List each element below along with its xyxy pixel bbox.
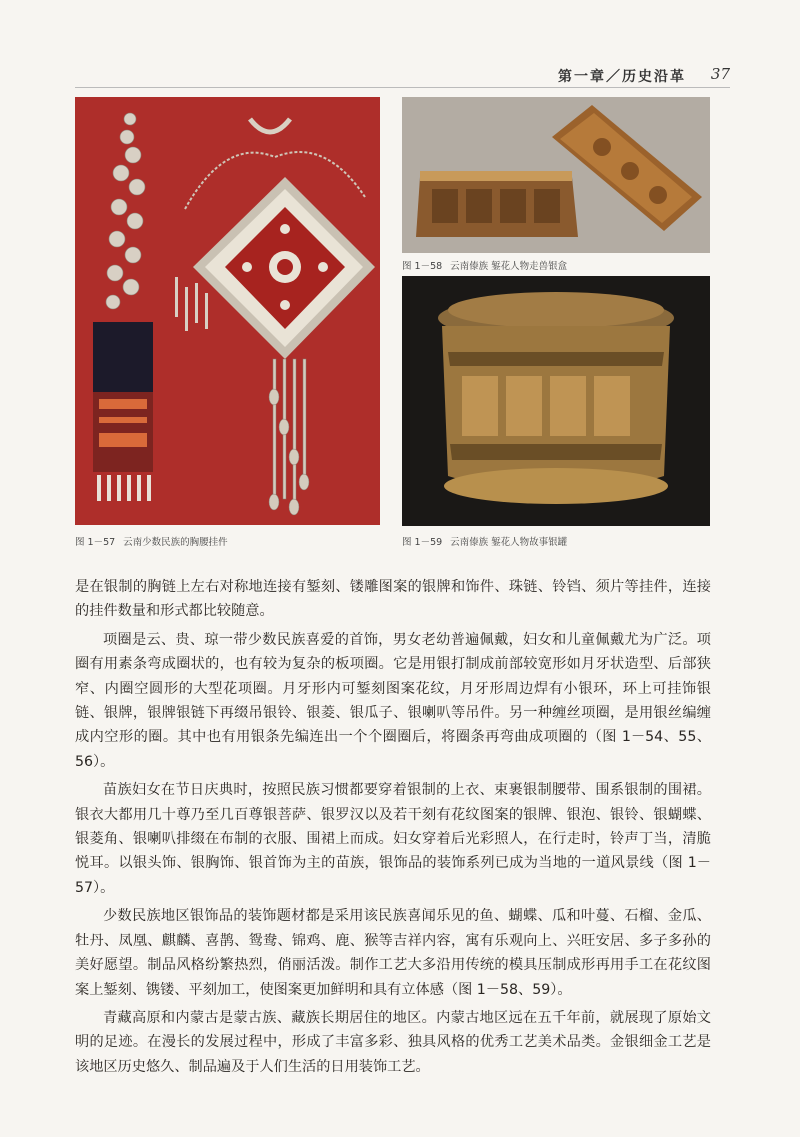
paragraph: 是在银制的胸链上左右对称地连接有錾刻、镂雕图案的银牌和饰件、珠链、铃铛、须片等挂件，连接的挂件数量和形式都比较随意。	[75, 579, 711, 620]
running-header	[75, 62, 730, 88]
figure-1-57-caption	[75, 534, 228, 548]
page-number: 37	[710, 65, 730, 83]
figure-1-58-caption	[402, 258, 567, 272]
figure-number: 图 1－57	[75, 537, 116, 548]
figure-caption-text: 云南傣族 錾花人物走兽银盒	[450, 261, 568, 272]
figure-1-59-caption	[402, 534, 567, 548]
silver-box-image	[402, 97, 710, 253]
figure-1-57-photo	[75, 97, 380, 525]
figure-caption-text: 云南傣族 錾花人物故事银罐	[450, 537, 568, 548]
paragraph: 苗族妇女在节日庆典时，按照民族习惯都要穿着银制的上衣、束裹银制腰带、围系银制的围裙。银衣大都用几十尊乃至几百尊银菩萨、银罗汉以及若干刻有花纹图案的银牌、银泡、银铃、银蝴蝶、银菱角、银喇叭排缀在布制的衣服、围裙上而成。妇女穿着后光彩照人，在行走时，铃声丁当，清脆悦耳。以银头饰、银胸饰、银首饰为主的苗族，银饰品的装饰系列已成为当地的一道风景线（图 1－57）。	[75, 782, 711, 896]
header-rule	[75, 87, 730, 88]
silver-jar-image	[402, 276, 710, 526]
figure-1-58-photo	[402, 97, 710, 253]
figure-number: 图 1－58	[402, 261, 443, 272]
silver-chest-pendant-image	[75, 97, 380, 525]
body-text	[75, 575, 711, 1083]
paragraph: 少数民族地区银饰品的装饰题材都是采用该民族喜闻乐见的鱼、蝴蝶、瓜和叶蔓、石榴、金瓜、牡丹、凤凰、麒麟、喜鹊、鸳鸯、锦鸡、鹿、猴等吉祥内容，寓有乐观向上、兴旺安居、多子多孙的美好愿望。制品风格纷繁热烈，俏丽活泼。制作工艺大多沿用传统的模具压制成形再用手工在花纹图案上錾刻、镌镂、平刻加工，使图案更加鲜明和具有立体感（图 1－58、59）。	[75, 908, 711, 998]
figure-1-59-photo	[402, 276, 710, 526]
figure-caption-text: 云南少数民族的胸腰挂件	[123, 537, 228, 548]
paragraph: 项圈是云、贵、琼一带少数民族喜爱的首饰，男女老幼普遍佩戴，妇女和儿童佩戴尤为广泛。项圈有用素条弯成圈状的，也有较为复杂的板项圈。它是用银打制成前部较宽形如月牙状造型、后部狭窄、内圈空圆形的大型花项圈。月牙形内可錾刻图案花纹，月牙形周边焊有小银环，环上可挂饰银链、银牌，银牌银链下再缀吊银铃、银菱、银瓜子、银喇叭等吊件。另一种缠丝项圈，是用银丝编缠成内空形的圈。其中也有用银条先编连出一个个圈圈后，将圈条再弯曲成项圈的（图 1－54、55、56）。	[75, 631, 711, 770]
figure-number: 图 1－59	[402, 537, 443, 548]
chapter-title: 第一章／历史沿革	[558, 69, 686, 85]
paragraph: 青藏高原和内蒙古是蒙古族、藏族长期居住的地区。内蒙古地区远在五千年前，就展现了原始文明的足迹。在漫长的发展过程中，形成了丰富多彩、独具风格的优秀工艺美术品类。金银细金工艺是该地区历史悠久、制品遍及于人们生活的日用装饰工艺。	[75, 1009, 711, 1075]
